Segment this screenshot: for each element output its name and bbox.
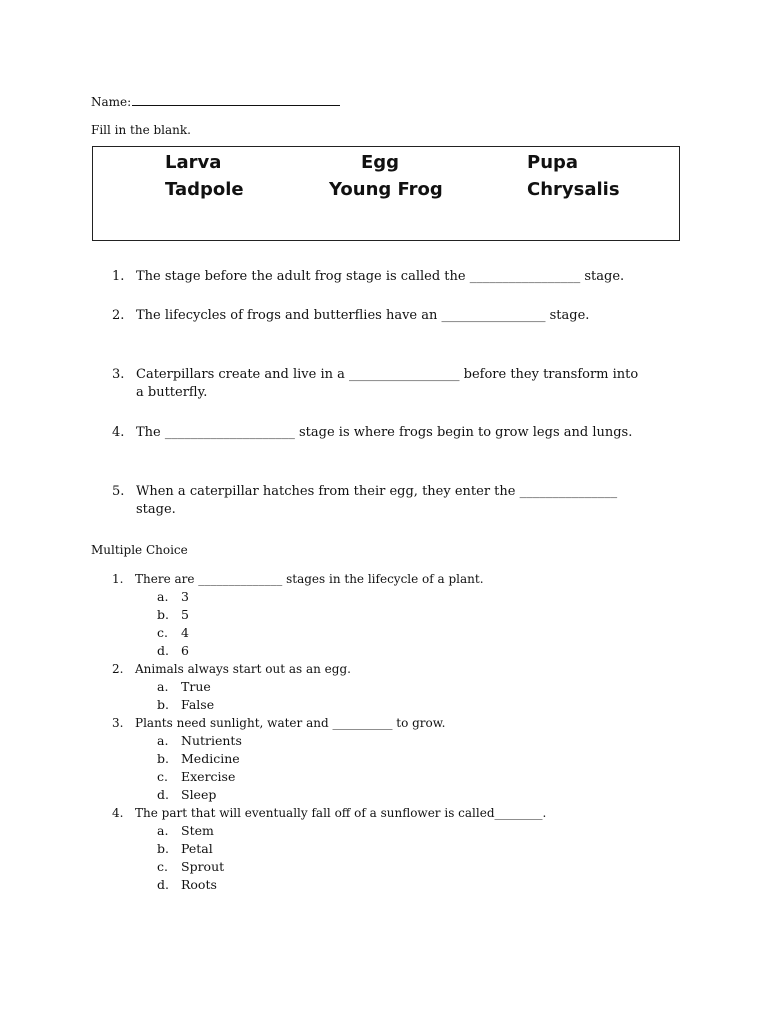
question-number: 1. xyxy=(112,269,125,284)
option-letter: d. xyxy=(157,787,169,802)
question-number: 4. xyxy=(112,806,124,820)
option-letter: a. xyxy=(157,589,169,604)
option-letter: a. xyxy=(157,733,169,748)
question-number: 2. xyxy=(112,308,125,323)
option-text: Petal xyxy=(181,841,213,856)
word-bank-word: Pupa xyxy=(527,152,579,173)
word-bank-word: Chrysalis xyxy=(527,179,620,200)
question-text: Plants need sunlight, water and __________ to grow. xyxy=(135,716,446,730)
option-letter: b. xyxy=(157,751,169,766)
question-text: Animals always start out as an egg. xyxy=(135,662,351,676)
question-text: There are ______________ stages in the lifecycle of a plant. xyxy=(135,572,484,586)
question-number: 2. xyxy=(112,662,124,676)
word-bank-word: Young Frog xyxy=(329,179,443,200)
option-letter: d. xyxy=(157,877,169,892)
name-line xyxy=(91,94,340,109)
question-number: 4. xyxy=(112,425,125,440)
option-text: Stem xyxy=(181,823,214,838)
option-text: False xyxy=(181,697,215,712)
section-title: Multiple Choice xyxy=(91,543,188,557)
option-text: Roots xyxy=(181,877,217,892)
option-letter: c. xyxy=(157,859,168,874)
question-text: The part that will eventually fall off of a sunflower is called________. xyxy=(135,806,547,820)
question-number: 5. xyxy=(112,484,125,499)
option-letter: a. xyxy=(157,679,169,694)
option-text: 5 xyxy=(181,607,189,622)
word-bank-word: Egg xyxy=(361,152,400,173)
option-letter: c. xyxy=(157,625,168,640)
option-text: 4 xyxy=(181,625,189,640)
option-text: True xyxy=(181,679,211,694)
name-blank[interactable] xyxy=(132,94,340,106)
option-text: Nutrients xyxy=(181,733,242,748)
question-text: When a caterpillar hatches from their egg, they enter the _______________ stage. xyxy=(136,484,618,517)
question-number: 3. xyxy=(112,367,125,382)
word-bank-word: Larva xyxy=(165,152,222,173)
option-letter: b. xyxy=(157,841,169,856)
question-text: The lifecycles of frogs and butterflies have an ________________ stage. xyxy=(136,308,590,323)
option-letter: c. xyxy=(157,769,168,784)
option-text: 3 xyxy=(181,589,189,604)
question-text: Caterpillars create and live in a _________________ before they transform into a butterfly. xyxy=(136,367,639,400)
question-text: The ____________________ stage is where frogs begin to grow legs and lungs. xyxy=(136,425,633,440)
option-letter: d. xyxy=(157,643,169,658)
option-letter: b. xyxy=(157,697,169,712)
name-label: Name: xyxy=(91,95,132,109)
option-text: 6 xyxy=(181,643,189,658)
option-text: Exercise xyxy=(181,769,236,784)
option-text: Sleep xyxy=(181,787,217,802)
word-bank xyxy=(92,146,680,241)
question-text: The stage before the adult frog stage is called the _________________ stage. xyxy=(136,269,625,284)
question-number: 3. xyxy=(112,716,124,730)
instructions: Fill in the blank. xyxy=(91,123,191,137)
word-bank-word: Tadpole xyxy=(165,179,244,200)
option-text: Medicine xyxy=(181,751,240,766)
option-letter: b. xyxy=(157,607,169,622)
option-text: Sprout xyxy=(181,859,225,874)
option-letter: a. xyxy=(157,823,169,838)
question-number: 1. xyxy=(112,572,124,586)
